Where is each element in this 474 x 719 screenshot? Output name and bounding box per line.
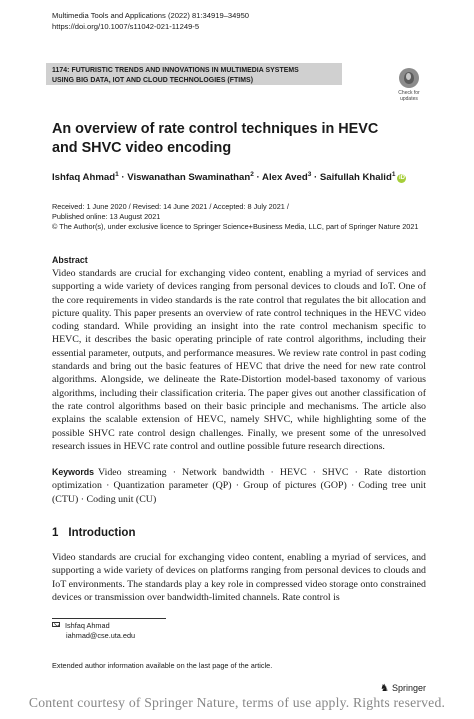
journal-header [52,10,249,32]
published-online: Published online: 13 August 2021 [52,212,161,222]
author-separator: · [118,172,128,184]
courtesy-watermark: Content courtesy of Springer Nature, terms of use apply. Rights reserved. [28,695,446,710]
banner-line-1: 1174: FUTURISTIC TRENDS AND INNOVATIONS IN MULTIMEDIA SYSTEMS [52,67,299,74]
envelope-icon [52,622,60,627]
author-name[interactable]: Saifullah Khalid [319,172,392,184]
keywords-text: Video streaming · Network bandwidth · HEVC · SHVC · Rate distortion optimization · Quantization parameter (QP) · Group of pictures (GOP) · Coding tree unit (CTU) · Coding unit (CU) [52,467,426,505]
check-updates-label: Check for updates [398,90,420,102]
author-affiliation: 3 [307,171,312,178]
author-name[interactable]: Viswanathan Swaminathan [127,172,251,184]
article-title: An overview of rate control techniques in HEVC and SHVC video encoding [52,121,379,156]
contact-name: Ishfaq Ahmad [65,621,110,630]
author-affiliation: 1 [115,171,119,178]
publisher-name: Springer [391,683,426,693]
abstract-text: Video standards are crucial for exchanging video content, enabling a myriad of services and supporting a wide variety of devices ranging from personal devices to clouds and IoT. One of the core requirements in video standards is the rate control that regulates the bit allocation and picture quality. This paper presents an overview of rate control techniques in the HEVC video coding standard. While providing an insight into the rate control mechanism specific to HEVC, it describes the basic operating principle of rate control algorithms, including their essential parameter, outputs, and performance measures. We review rate control in past coding standards and bring out the basic features of HEVC that drive the need for new rate control algorithms. Alongside, we delineate the Rate-Distortion model-based taxonomy of various algorithms, including their classification criteria. The paper gives out another classification of the rate control algorithms based on their basic principle and mechanisms. The article also explains the scalable extension of HEVC, namely SHVC, while highlighting some of the possible SHVC rate control design challenges. Finally, we present some of the unresolved research issues in HEVC rate control and outline possible future research directions. [52,268,426,452]
author-name[interactable]: Alex Aved [262,172,308,184]
footnote-divider [52,618,166,619]
author-separator: · [253,172,263,184]
section-title: Introduction [68,527,136,539]
special-issue-banner [46,63,342,85]
journal-citation: Multimedia Tools and Applications (2022) 81:34919–34950 [52,11,250,20]
author-affiliation: 1 [391,171,396,178]
author-list [52,171,406,183]
author-separator: · [311,172,320,184]
author-affiliation: 2 [250,171,254,178]
check-for-updates-badge[interactable] [395,68,423,102]
keywords-block [52,466,426,506]
dates-line: Received: 1 June 2020 / Revised: 14 June 2021 / Accepted: 8 July 2021 / [52,202,289,211]
section-number: 1 [52,527,59,539]
springer-horse-icon: ♞ [380,683,389,694]
extended-author-info: Extended author information available on the last page of the article. [52,661,273,670]
banner-line-2: USING BIG DATA, IOT AND CLOUD TECHNOLOGIES (FTIMS) [52,77,254,84]
check-updates-icon [399,68,419,88]
abstract-heading: Abstract [52,255,88,265]
section-heading [52,527,135,539]
corresponding-author [52,621,135,641]
contact-email[interactable]: iahmad@cse.uta.edu [66,631,136,640]
orcid-icon[interactable]: iD [398,175,405,182]
keywords-heading: Keywords [52,467,95,477]
doi-link[interactable]: https://doi.org/10.1007/s11042-021-11249-5 [52,22,200,31]
springer-logo [380,683,426,694]
publication-dates [52,202,418,233]
introduction-text: Video standards are crucial for exchanging video content, enabling a myriad of services, and supporting a wide variety of devices on platforms ranging from personal devices to clouds and IoT environments. The standards play a key role in compressed video storage onto constrained devices or transmission over bandwidth-limited channels. Rate control is [52,552,426,604]
author-name[interactable]: Ishfaq Ahmad [52,172,116,184]
copyright-notice: © The Author(s), under exclusive licence to Springer Science+Business Media, LLC, part of Springer Nature 2021 [52,222,419,232]
